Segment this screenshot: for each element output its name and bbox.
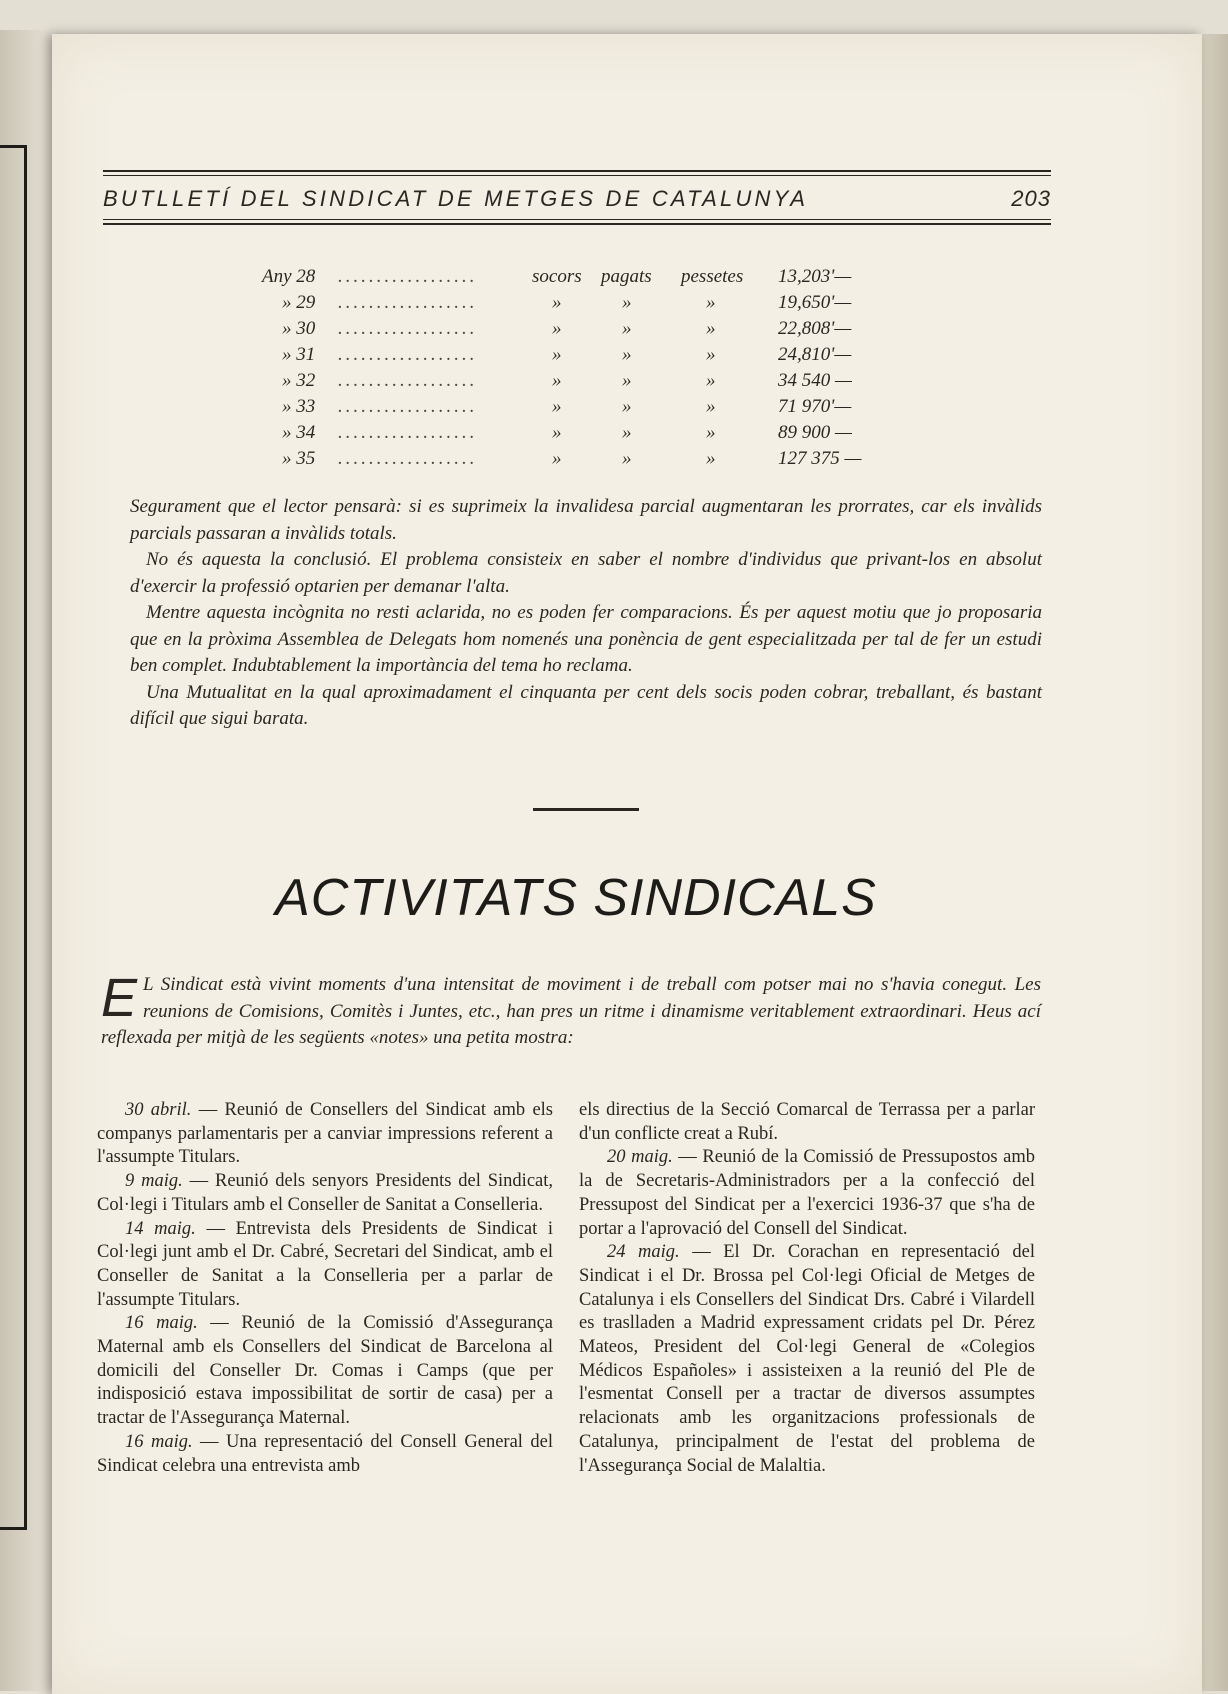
ditto-mark: » (552, 370, 562, 391)
note-text: — Reunió dels senyors Presidents del Sindicat, Col·legi i Titulars amb el Conseller de Sanitat a Conselleria. (97, 1171, 554, 1215)
col-header-pessetes: pessetes (681, 266, 744, 287)
leader-dots: .................. (338, 370, 478, 391)
ditto-mark: » (706, 344, 716, 365)
ditto-mark: » (706, 370, 716, 391)
col-header-pagats: pagats (601, 266, 652, 287)
note-date: 16 maig. (125, 1431, 193, 1452)
note-date: 24 maig. (607, 1242, 680, 1263)
ditto-mark: » (622, 344, 632, 365)
ditto-mark: » (552, 344, 562, 365)
page-number: 203 (1011, 186, 1051, 211)
previous-page-frame (0, 145, 27, 1530)
table-row (262, 292, 902, 318)
leader-dots: .................. (338, 422, 478, 443)
leader-dots: .................. (338, 344, 478, 365)
section-intro (101, 968, 1041, 1052)
note-item (97, 1218, 553, 1313)
note-date: 16 maig. (125, 1313, 198, 1334)
note-text: — Entrevista dels Presidents de Sindicat i Col·legi junt amb el Dr. Cabré, Secretari del Sindicat, amb el Conseller de Sanitat a la Conselleria per a parlar de l'assumpte Titulars. (97, 1218, 554, 1310)
next-page-edge (1200, 34, 1228, 1691)
row-label: » 31 (282, 344, 316, 365)
row-label: » 29 (282, 292, 316, 313)
note-date: 9 maig. (125, 1171, 183, 1192)
row-label: » 35 (282, 448, 316, 469)
ditto-mark: » (622, 318, 632, 339)
note-text: — Una representació del Consell General del Sindicat celebra una entrevista amb (97, 1431, 553, 1476)
paragraph: No és aquesta la conclusió. El problema consisteix en saber el nombre d'individus que privant-los en absolut d'exercir la professió optarien per demanar l'alta. (130, 549, 1042, 597)
note-date: 20 maig. (607, 1147, 673, 1168)
ditto-mark: » (622, 422, 632, 443)
row-value: 34 540 — (778, 370, 852, 391)
table-row (262, 370, 902, 396)
leader-dots: .................. (338, 318, 478, 339)
ditto-mark: » (706, 318, 716, 339)
paragraph: Una Mutualitat en la qual aproximadament el cinquanta per cent dels socis poden cobrar, treballant, és bastant difícil que sigui barata. (130, 681, 1042, 729)
row-label: » 32 (282, 370, 316, 391)
header-rule-bottom-thin (103, 219, 1051, 220)
running-header (103, 186, 1051, 212)
note-text: — Reunió de la Comissió d'Assegurança Maternal amb els Consellers del Sindicat de Barcelona al domicili del Conseller Dr. Comas i Camps (que per indisposició estava impossibilitat de sortir de casa) per a tractar de l'Assegurança Maternal. (97, 1313, 553, 1429)
table-row (262, 396, 902, 422)
row-value: 24,810'— (778, 344, 852, 365)
ditto-mark: » (706, 396, 716, 417)
intro-text: L Sindicat està vivint moments d'una intensitat de moviment i de treball com potser mai no s'havia conegut. Les reunions de Comisions, Comitès i Juntes, etc., han pres un ritme i dinamisme veritablement extraordinari. Heus ací reflexada per mitjà de les següents «notes» una petita mostra: (101, 974, 1041, 1048)
header-rule-top-thin (103, 175, 1051, 176)
row-value: 89 900 — (778, 422, 852, 443)
section-title: ACTIVITATS SINDICALS (275, 869, 877, 927)
ditto-mark: » (552, 396, 562, 417)
paragraph: Segurament que el lector pensarà: si es suprimeix la invalidesa parcial augmentaran les prorrates, car els invàlids parcials passaran a invàlids totals. (130, 496, 1042, 544)
note-item (579, 1146, 1035, 1241)
notes-column-left (97, 1099, 553, 1478)
table-row (262, 318, 902, 344)
row-value: 127 375 — (778, 448, 862, 469)
notes-column-right (579, 1099, 1035, 1478)
note-item (97, 1099, 553, 1170)
row-label: » 33 (282, 396, 316, 417)
header-rule-top-thick (103, 170, 1051, 172)
note-item (97, 1312, 553, 1431)
row-value: 19,650'— (778, 292, 852, 313)
row-value: 13,203'— (778, 266, 852, 287)
ditto-mark: » (622, 292, 632, 313)
ditto-mark: » (706, 292, 716, 313)
table-row (262, 422, 902, 448)
ditto-mark: » (706, 422, 716, 443)
leader-dots: .................. (338, 266, 478, 287)
row-label: » 30 (282, 318, 316, 339)
row-value: 71 970'— (778, 396, 852, 417)
note-item (579, 1099, 1035, 1146)
note-item (579, 1241, 1035, 1478)
section-separator (533, 808, 639, 811)
ditto-mark: » (552, 292, 562, 313)
col-header-socors: socors (532, 266, 582, 287)
paragraph: Mentre aquesta incògnita no resti aclarida, no es poden fer comparacions. És per aquest motiu que jo proposaria que en la pròxima Assemblea de Delegats hom nomenés una ponència de gent especialitzada per tal de fer un estudi ben complet. Indubtablement la importància del tema ho reclama. (130, 602, 1042, 676)
leader-dots: .................. (338, 448, 478, 469)
ditto-mark: » (622, 448, 632, 469)
ditto-mark: » (706, 448, 716, 469)
journal-title: BUTLLETÍ DEL SINDICAT DE METGES DE CATALUNYA (103, 186, 809, 211)
ditto-mark: » (552, 422, 562, 443)
table-row (262, 266, 902, 292)
note-date: 14 maig. (125, 1218, 196, 1239)
note-text: — Reunió de Consellers del Sindicat amb els companys parlamentaris per a canviar impressions referent a l'assumpte Titulars. (97, 1100, 554, 1168)
table-row (262, 448, 902, 474)
ditto-mark: » (622, 370, 632, 391)
ditto-mark: » (552, 448, 562, 469)
row-value: 22,808'— (778, 318, 852, 339)
ditto-mark: » (552, 318, 562, 339)
note-item (97, 1170, 553, 1217)
note-text: els directius de la Secció Comarcal de Terrassa per a parlar d'un conflicte creat a Rubí. (579, 1100, 1035, 1144)
drop-cap: E (101, 968, 138, 1028)
row-label: Any 28 (262, 266, 316, 287)
header-rule-bottom-thick (103, 223, 1051, 225)
leader-dots: .................. (338, 292, 478, 313)
ditto-mark: » (622, 396, 632, 417)
note-item (97, 1431, 553, 1478)
commentary (130, 494, 1042, 733)
note-text: — Reunió de la Comissió de Pressupostos amb la de Secretaris-Administradors per a la confecció del Pressupost del Sindicat per a l'exercici 1936-37 que s'ha de portar a l'aprovació del Consell del Sindicat. (579, 1147, 1035, 1239)
row-label: » 34 (282, 422, 316, 443)
table-row (262, 344, 902, 370)
note-text: — El Dr. Corachan en representació del Sindicat i el Dr. Brossa pel Col·legi Oficial de Metges de Catalunya i els Consellers del Sindicat Drs. Cabré i Vilardell es traslladen a Madrid expressament cridats pel Dr. Pérez Mateos, President del Col·legi General de «Colegios Médicos Españoles» i assisteixen a la reunió del Ple de l'esmentat Consell per a tractar de diversos assumptes relacionats amb les organitzacions professionals de Catalunya, principalment de l'estat del problema de l'Assegurança Social de Malaltia. (579, 1242, 1035, 1476)
leader-dots: .................. (338, 396, 478, 417)
note-date: 30 abril. (125, 1100, 192, 1120)
